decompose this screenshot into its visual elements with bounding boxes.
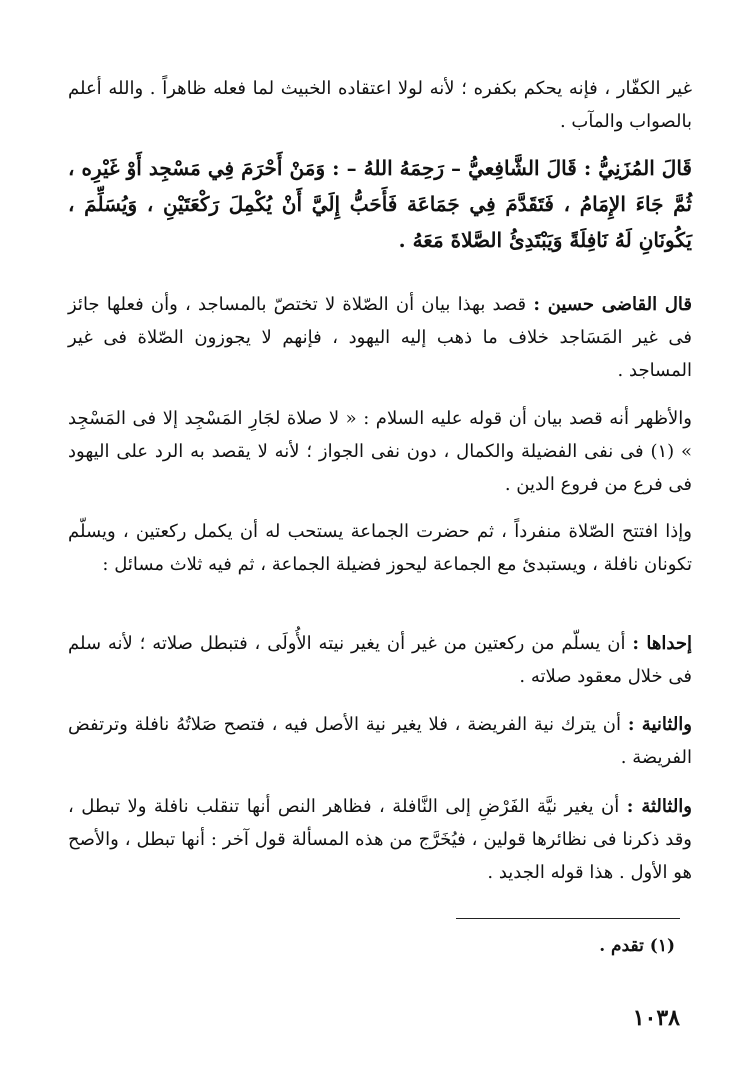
paragraph-7-lead: والثانية : xyxy=(627,714,692,735)
paragraph-1 xyxy=(68,72,692,138)
paragraph-1-text: غير الكفّار ، فإنه يحكم بكفره ؛ لأنه لولا اعتقاده الخبيث لما فعله ظاهراً . والله أعلم بالصواب والمآب . xyxy=(68,78,692,132)
paragraph-2-matn xyxy=(68,150,692,258)
paragraph-8-lead: والثالثة : xyxy=(626,796,692,817)
paragraph-2-text: قَالَ المُزَنِيُّ : قَالَ الشَّافِعيُّ – رَحِمَهُ اللهُ – : وَمَنْ أَحْرَمَ فِي مَسْجِد أَوْ غَيْرِه ، ثُمَّ جَاءَ الإِمَامُ ، فَتَقَدَّمَ فِي جَمَاعَة فَأَحَبُّ إِلَيَّ أَنْ يُكْمِلَ رَكْعَتَيْنِ ، وَيُسَلِّمَ ، يَكُونَانِ لَهُ نَافِلَةً وَيَبْتَدِئُ الصَّلاةَ مَعَهُ . xyxy=(68,156,692,252)
paragraph-8-text: أن يغير نيَّة الفَرْضِ إلى النَّافلة ، فظاهر النص أنها تنقلب نافلة ولا تبطل ، وقد ذكرنا فى نظائرها قولين ، فيُخَرَّج من هذه المسألة قول آخر : أنها تبطل ، والأصح هو الأول . هذا قوله الجديد . xyxy=(68,796,692,883)
footnote-divider xyxy=(456,918,680,919)
page-number: ١٠٣٨ xyxy=(632,1005,680,1031)
paragraph-3-text: قصد بهذا بيان أن الصّلاة لا تختصّ بالمساجد ، وأن فعلها جائز فى غير المَسَاجد خلاف ما ذهب إليه اليهود ، فإنهم لا يجوزون الصّلاة فى غير المساجد . xyxy=(68,294,692,381)
paragraph-6 xyxy=(68,627,692,693)
footnote: (١) تقدم . xyxy=(599,936,675,956)
paragraph-7 xyxy=(68,708,692,774)
paragraph-3-lead: قال القاضى حسين : xyxy=(533,294,692,315)
paragraph-6-text: أن يسلّم من ركعتين من غير أن يغير نيته الأُولَى ، فتبطل صلاته ؛ لأنه سلم فى خلال معقود صلاته . xyxy=(68,633,692,687)
paragraph-8 xyxy=(68,790,692,889)
paragraph-4-text: والأظهر أنه قصد بيان أن قوله عليه السلام : « لا صلاة لجَارِ المَسْجِد إلا فى المَسْجِد » (١) فى نفى الفضيلة والكمال ، دون نفى الجواز ؛ لأنه لا يقصد به الرد على اليهود فى فرع من فروع الدين . xyxy=(68,408,693,495)
paragraph-4 xyxy=(68,402,692,501)
paragraph-7-text: أن يترك نية الفريضة ، فلا يغير نية الأصل فيه ، فتصح صَلاتُهُ نافلة وترتفض الفريضة . xyxy=(68,714,692,768)
paragraph-5 xyxy=(68,515,692,581)
paragraph-6-lead: إحداها : xyxy=(632,633,692,654)
paragraph-3 xyxy=(68,288,692,387)
paragraph-5-text: وإذا افتتح الصّلاة منفرداً ، ثم حضرت الجماعة يستحب له أن يكمل ركعتين ، ويسلّم تكونان نافلة ، ويستبدئ مع الجماعة ليحوز فضيلة الجماعة ، ثم فيه ثلاث مسائل : xyxy=(68,521,692,575)
